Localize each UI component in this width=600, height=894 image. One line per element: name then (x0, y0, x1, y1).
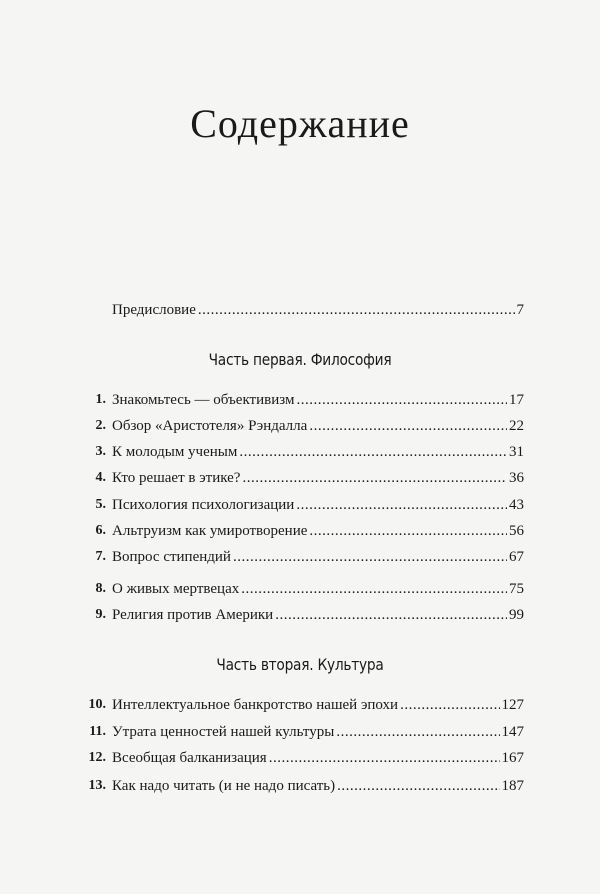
toc-entry[interactable] (0, 546, 600, 568)
dot-leader (296, 389, 507, 411)
toc-entry-page: 187 (501, 778, 524, 794)
toc-entry-page: 75 (509, 581, 524, 597)
toc-entry-label: Обзор «Аристотеля» Рэндалла (112, 418, 308, 434)
dot-leader (400, 694, 499, 716)
toc-entry[interactable] (0, 494, 600, 516)
toc-entry-page: 147 (501, 724, 524, 740)
part-heading: Часть вторая. Культура (216, 655, 384, 674)
toc-entry-preface[interactable] (0, 299, 600, 321)
toc-entry[interactable] (0, 694, 600, 716)
toc-entry[interactable] (0, 441, 600, 463)
dot-leader (269, 747, 500, 769)
toc-entry-label: Всеобщая балканизация (112, 750, 267, 766)
toc-entry[interactable] (0, 578, 600, 600)
toc-entry-label: Психология психологизации (112, 497, 295, 513)
toc-entry-label: Как надо читать (и не надо писать) (112, 778, 336, 794)
toc-entry[interactable] (0, 604, 600, 626)
chapter-number: 8. (95, 581, 106, 596)
toc-entry-page: 17 (509, 392, 524, 408)
chapter-number: 10. (88, 697, 106, 712)
dot-leader (198, 299, 515, 321)
toc-entry-page: 56 (509, 523, 524, 539)
toc-entry-page: 43 (509, 497, 524, 513)
toc-entry-label: Знакомьтесь — объективизм (112, 392, 295, 408)
chapter-number: 7. (95, 549, 106, 564)
toc-entry[interactable] (0, 520, 600, 542)
chapter-number: 9. (95, 607, 106, 622)
dot-leader (309, 520, 507, 542)
dot-leader (296, 494, 507, 516)
dot-leader (337, 775, 499, 797)
toc-entry-label: Вопрос стипендий (112, 549, 231, 565)
toc-entry-page: 22 (509, 418, 524, 434)
toc-entry[interactable] (0, 747, 600, 769)
page-title: Содержание (190, 101, 410, 146)
toc-entry-page: 167 (501, 750, 524, 766)
toc-entry-label: Религия против Америки (112, 607, 274, 623)
toc-entry-page: 127 (501, 697, 524, 713)
chapter-number: 5. (95, 497, 106, 512)
chapter-number: 6. (95, 523, 106, 538)
chapter-number: 1. (95, 392, 106, 407)
chapter-number: 2. (95, 418, 106, 433)
toc-entry-page: 67 (509, 549, 524, 565)
chapter-number: 11. (89, 724, 106, 739)
toc-entry-page: 31 (509, 444, 524, 460)
chapter-number: 4. (95, 470, 106, 485)
toc-entry[interactable] (0, 389, 600, 411)
toc-entry[interactable] (0, 775, 600, 797)
toc-entry-label: Альтруизм как умиротворение (112, 523, 308, 539)
toc-entry-label: Интеллектуальное банкротство нашей эпохи (112, 697, 399, 713)
toc-entry-label: О живых мертвецах (112, 581, 240, 597)
toc-entry-label: Предисловие (112, 302, 196, 318)
toc-entry-label: Кто решает в этике? (112, 470, 241, 486)
toc-entry-page: 99 (509, 607, 524, 623)
toc-entry-page: 7 (516, 302, 524, 318)
dot-leader (233, 546, 507, 568)
toc-entry[interactable] (0, 415, 600, 437)
toc-entry[interactable] (0, 721, 600, 743)
dot-leader (242, 467, 507, 489)
toc-entry-label: К молодым ученым (112, 444, 238, 460)
part-heading: Часть первая. Философия (208, 350, 392, 369)
toc-entry[interactable] (0, 467, 600, 489)
chapter-number: 13. (88, 778, 106, 793)
toc-entry-label: Утрата ценностей нашей культуры (112, 724, 335, 740)
dot-leader (275, 604, 507, 626)
dot-leader (336, 721, 499, 743)
dot-leader (241, 578, 507, 600)
chapter-number: 12. (88, 750, 106, 765)
toc-entry-page: 36 (509, 470, 524, 486)
dot-leader (239, 441, 507, 463)
dot-leader (309, 415, 507, 437)
chapter-number: 3. (95, 444, 106, 459)
